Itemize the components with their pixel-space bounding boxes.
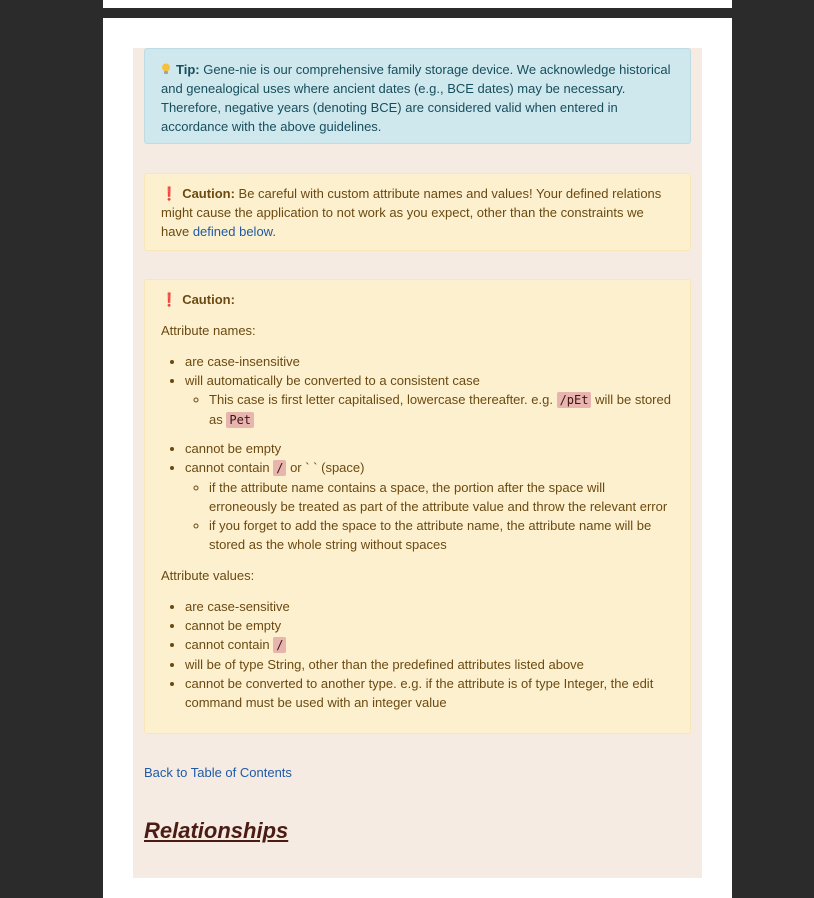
previous-page-edge [103,0,732,8]
document-page [103,18,732,898]
attribute-names-list [161,352,674,554]
tip-text: Gene-nie is our comprehensive family storage device. We acknowledge historical and genealogical uses where ancient dates (e.g., BCE dates) may be necessary. Therefore, negative years (denoting BCE) are considered valid when entered in accordance with the above guidelines. [161,62,671,134]
list-item-text: if you forget to add the space to the attribute name, the attribute name will be stored as the whole string without spaces [209,518,652,552]
list-item [185,597,674,616]
sub-list-item [209,478,674,516]
tip-label: Tip: [176,62,200,77]
list-item [185,616,674,635]
exclamation-icon: ❗ [161,292,178,307]
caution-callout-attribute-rules [144,279,691,734]
tip-callout [144,48,691,144]
list-item-text: cannot be empty [185,618,282,633]
caution-label: Caution: [182,292,235,307]
caution-label: Caution: [182,186,235,201]
caution-paragraph [161,184,674,241]
sub-list [185,478,674,554]
list-item [185,655,674,674]
code-snippet: Pet [226,412,254,428]
sub-list-item [209,390,674,430]
list-item [185,371,674,430]
list-item-text: will be stored as [209,392,671,427]
list-item [185,674,674,712]
sub-list-item [209,516,674,554]
sub-list [185,390,674,430]
exclamation-icon: ❗ [161,186,178,201]
attribute-values-heading: Attribute values: [161,568,255,583]
list-item-text: will automatically be converted to a consistent case [185,373,480,388]
code-snippet: / [273,637,286,653]
list-item-text: This case is first letter capitalised, lowercase thereafter. e.g. [209,392,553,407]
attribute-names-heading: Attribute names: [161,323,256,338]
list-item-text: cannot contain [185,637,270,652]
caution-text: Be careful with custom attribute names and values! Your defined relations might cause the application to not work as you expect, other than the constraints we have [161,186,662,239]
list-item [185,635,674,655]
list-item [185,439,674,458]
list-item-text: cannot contain [185,460,270,475]
relationships-heading[interactable]: Relationships [144,818,289,843]
list-item-text: cannot be converted to another type. e.g. if the attribute is of type Integer, the edit command must be used with an integer value [185,676,654,710]
back-to-toc-link[interactable]: Back to Table of Contents [144,765,292,780]
defined-below-link[interactable]: defined below [192,224,273,239]
tip-paragraph [161,60,674,136]
list-item-text: are case-insensitive [185,354,300,369]
list-item-text: or ` ` (space) [290,460,365,475]
attribute-values-list [161,597,674,712]
list-item-text: are case-sensitive [185,599,290,614]
code-snippet: /pEt [557,392,592,408]
list-item-text: will be of type String, other than the predefined attributes listed above [185,657,584,672]
list-item-text: if the attribute name contains a space, the portion after the space will erroneously be treated as part of the attribute value and throw the relevant error [209,480,668,514]
list-item-text: cannot be empty [185,441,282,456]
caution-trailing: . [272,224,276,239]
caution-callout-custom-attributes [144,173,691,251]
lightbulb-icon [161,63,171,75]
list-item [185,352,674,371]
content-area [133,48,702,878]
code-snippet: / [273,460,286,476]
list-item [185,458,674,554]
caution-heading [161,290,674,309]
